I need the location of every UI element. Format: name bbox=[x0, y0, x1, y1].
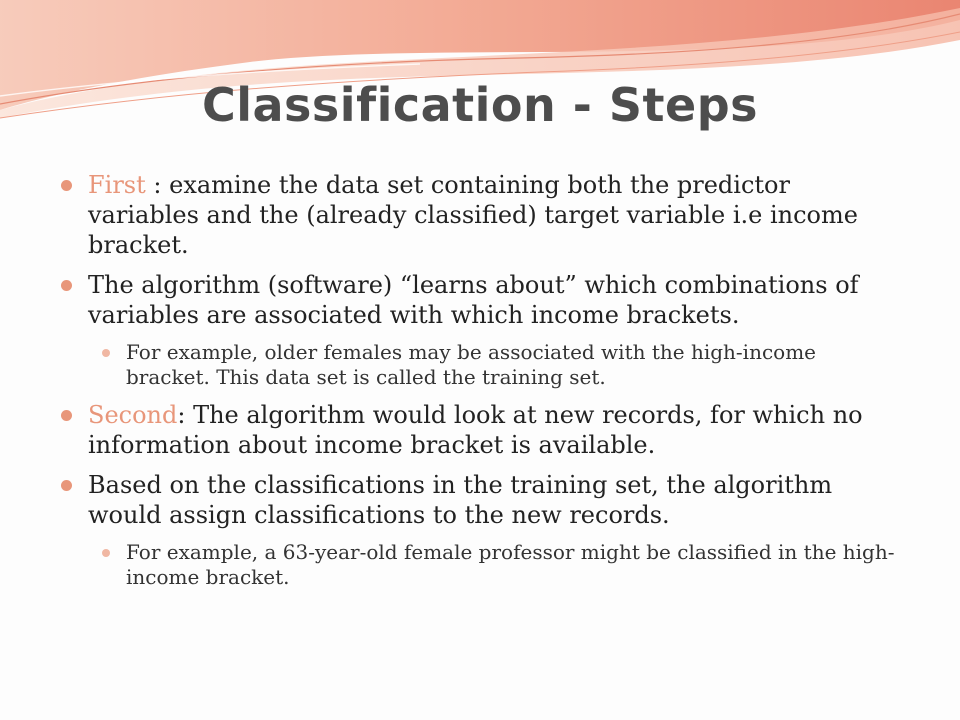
bullet-lead: First bbox=[88, 171, 146, 199]
bullet-item bbox=[58, 170, 898, 260]
bullet-dot-icon bbox=[61, 410, 72, 421]
bullet-list bbox=[58, 170, 898, 600]
sub-bullet-dot-icon bbox=[102, 549, 110, 557]
bullet-dot-icon bbox=[61, 180, 72, 191]
bullet-item bbox=[58, 400, 898, 460]
bullet-dot-icon bbox=[61, 280, 72, 291]
bullet-text: : The algorithm would look at new records, for which no information about income bracket is available. bbox=[88, 401, 863, 459]
bullet-item bbox=[58, 470, 898, 530]
bullet-item bbox=[58, 270, 898, 330]
bullet-dot-icon bbox=[61, 480, 72, 491]
bullet-lead: Second bbox=[88, 401, 178, 429]
bullet-text: Based on the classifications in the training set, the algorithm would assign classifications to the new records. bbox=[88, 471, 833, 529]
slide-title: Classification - Steps bbox=[201, 78, 759, 132]
bullet-text: For example, a 63-year-old female professor might be classified in the high-income bracket. bbox=[126, 540, 895, 589]
sub-bullet-item bbox=[58, 540, 898, 590]
sub-bullet-item bbox=[58, 340, 898, 390]
bullet-text: : examine the data set containing both the predictor variables and the (already classified) target variable i.e income bracket. bbox=[88, 171, 858, 259]
bullet-text: For example, older females may be associated with the high-income bracket. This data set is called the training set. bbox=[126, 340, 816, 389]
bullet-text: The algorithm (software) “learns about” which combinations of variables are associated with which income brackets. bbox=[88, 271, 859, 329]
sub-bullet-dot-icon bbox=[102, 349, 110, 357]
